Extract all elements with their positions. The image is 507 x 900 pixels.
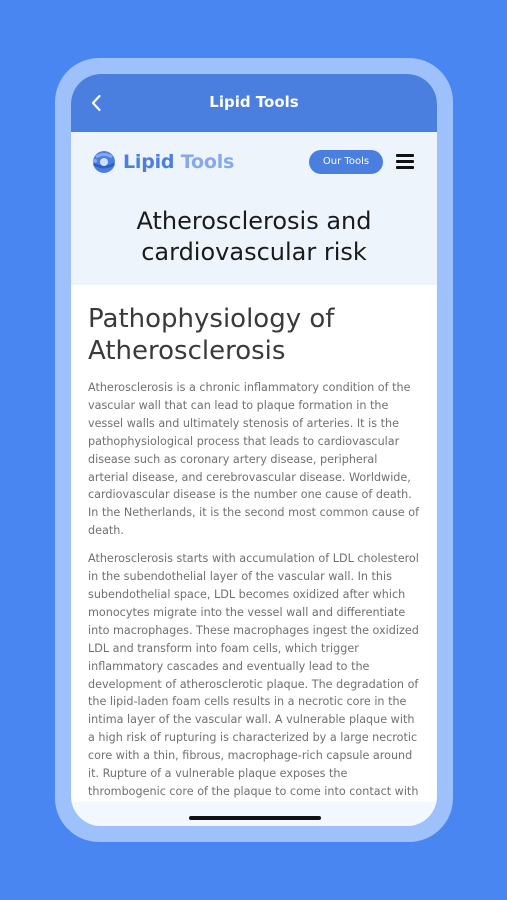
hamburger-menu-icon[interactable] — [396, 154, 414, 168]
article-paragraph: Atherosclerosis is a chronic inflammatory condition of the vascular wall that can lead to plaque formation in the vessel walls and ultimately stenosis of arteries. It is the pathophysiological process that leads to cardiovascular disease such as coronary artery disease, peripheral arterial disease, and cerebrovascular disease. Worldwide, cardiovascular disease is the number one cause of death. In the Netherlands, it is the second most common cause of death. — [88, 381, 420, 538]
page-title: Atherosclerosis and cardiovascular risk — [136, 207, 372, 266]
menu-line — [396, 166, 414, 169]
article-paragraph: Atherosclerosis starts with accumulation of LDL cholesterol in the subendothelial layer of the vascular wall. In this subendothelial space, LDL becomes oxidized after which monocytes migrate into the vessel wall and differentiate into macrophages. These macrophages ingest the oxidized LDL and transform into foam cells, which trigger inflammatory cascades and eventually lead to the development of atherosclerotic plaque. The degradation of the lipid-laden foam cells results in a necrotic core in the intima layer of the vascular wall. A vulnerable plaque with a high risk of rupturing is characterized by a large necrotic core with a thin, fibrous, macrophage-rich capsule around it. Rupture of a vulnerable plaque exposes the thrombogenic core of the plaque to come into contact with — [88, 552, 419, 798]
article-content — [71, 285, 437, 801]
app-bar — [71, 74, 437, 132]
home-indicator[interactable] — [189, 816, 321, 820]
our-tools-button[interactable]: Our Tools — [309, 150, 383, 174]
logo-word-tools: Tools — [180, 151, 235, 173]
app-bar-title: Lipid Tools — [209, 93, 299, 111]
phone-frame — [55, 58, 453, 842]
lipid-logo-icon — [90, 148, 118, 176]
section-title: Pathophysiology of Atherosclerosis — [88, 304, 335, 366]
logo-word-lipid: Lipid — [123, 151, 175, 173]
logo-text — [123, 151, 234, 173]
menu-line — [396, 160, 414, 163]
menu-line — [396, 154, 414, 157]
web-content[interactable] — [71, 132, 437, 826]
phone-screen — [71, 74, 437, 826]
hero-section — [71, 132, 437, 285]
bottom-bar — [71, 802, 437, 826]
site-logo[interactable] — [90, 148, 234, 176]
